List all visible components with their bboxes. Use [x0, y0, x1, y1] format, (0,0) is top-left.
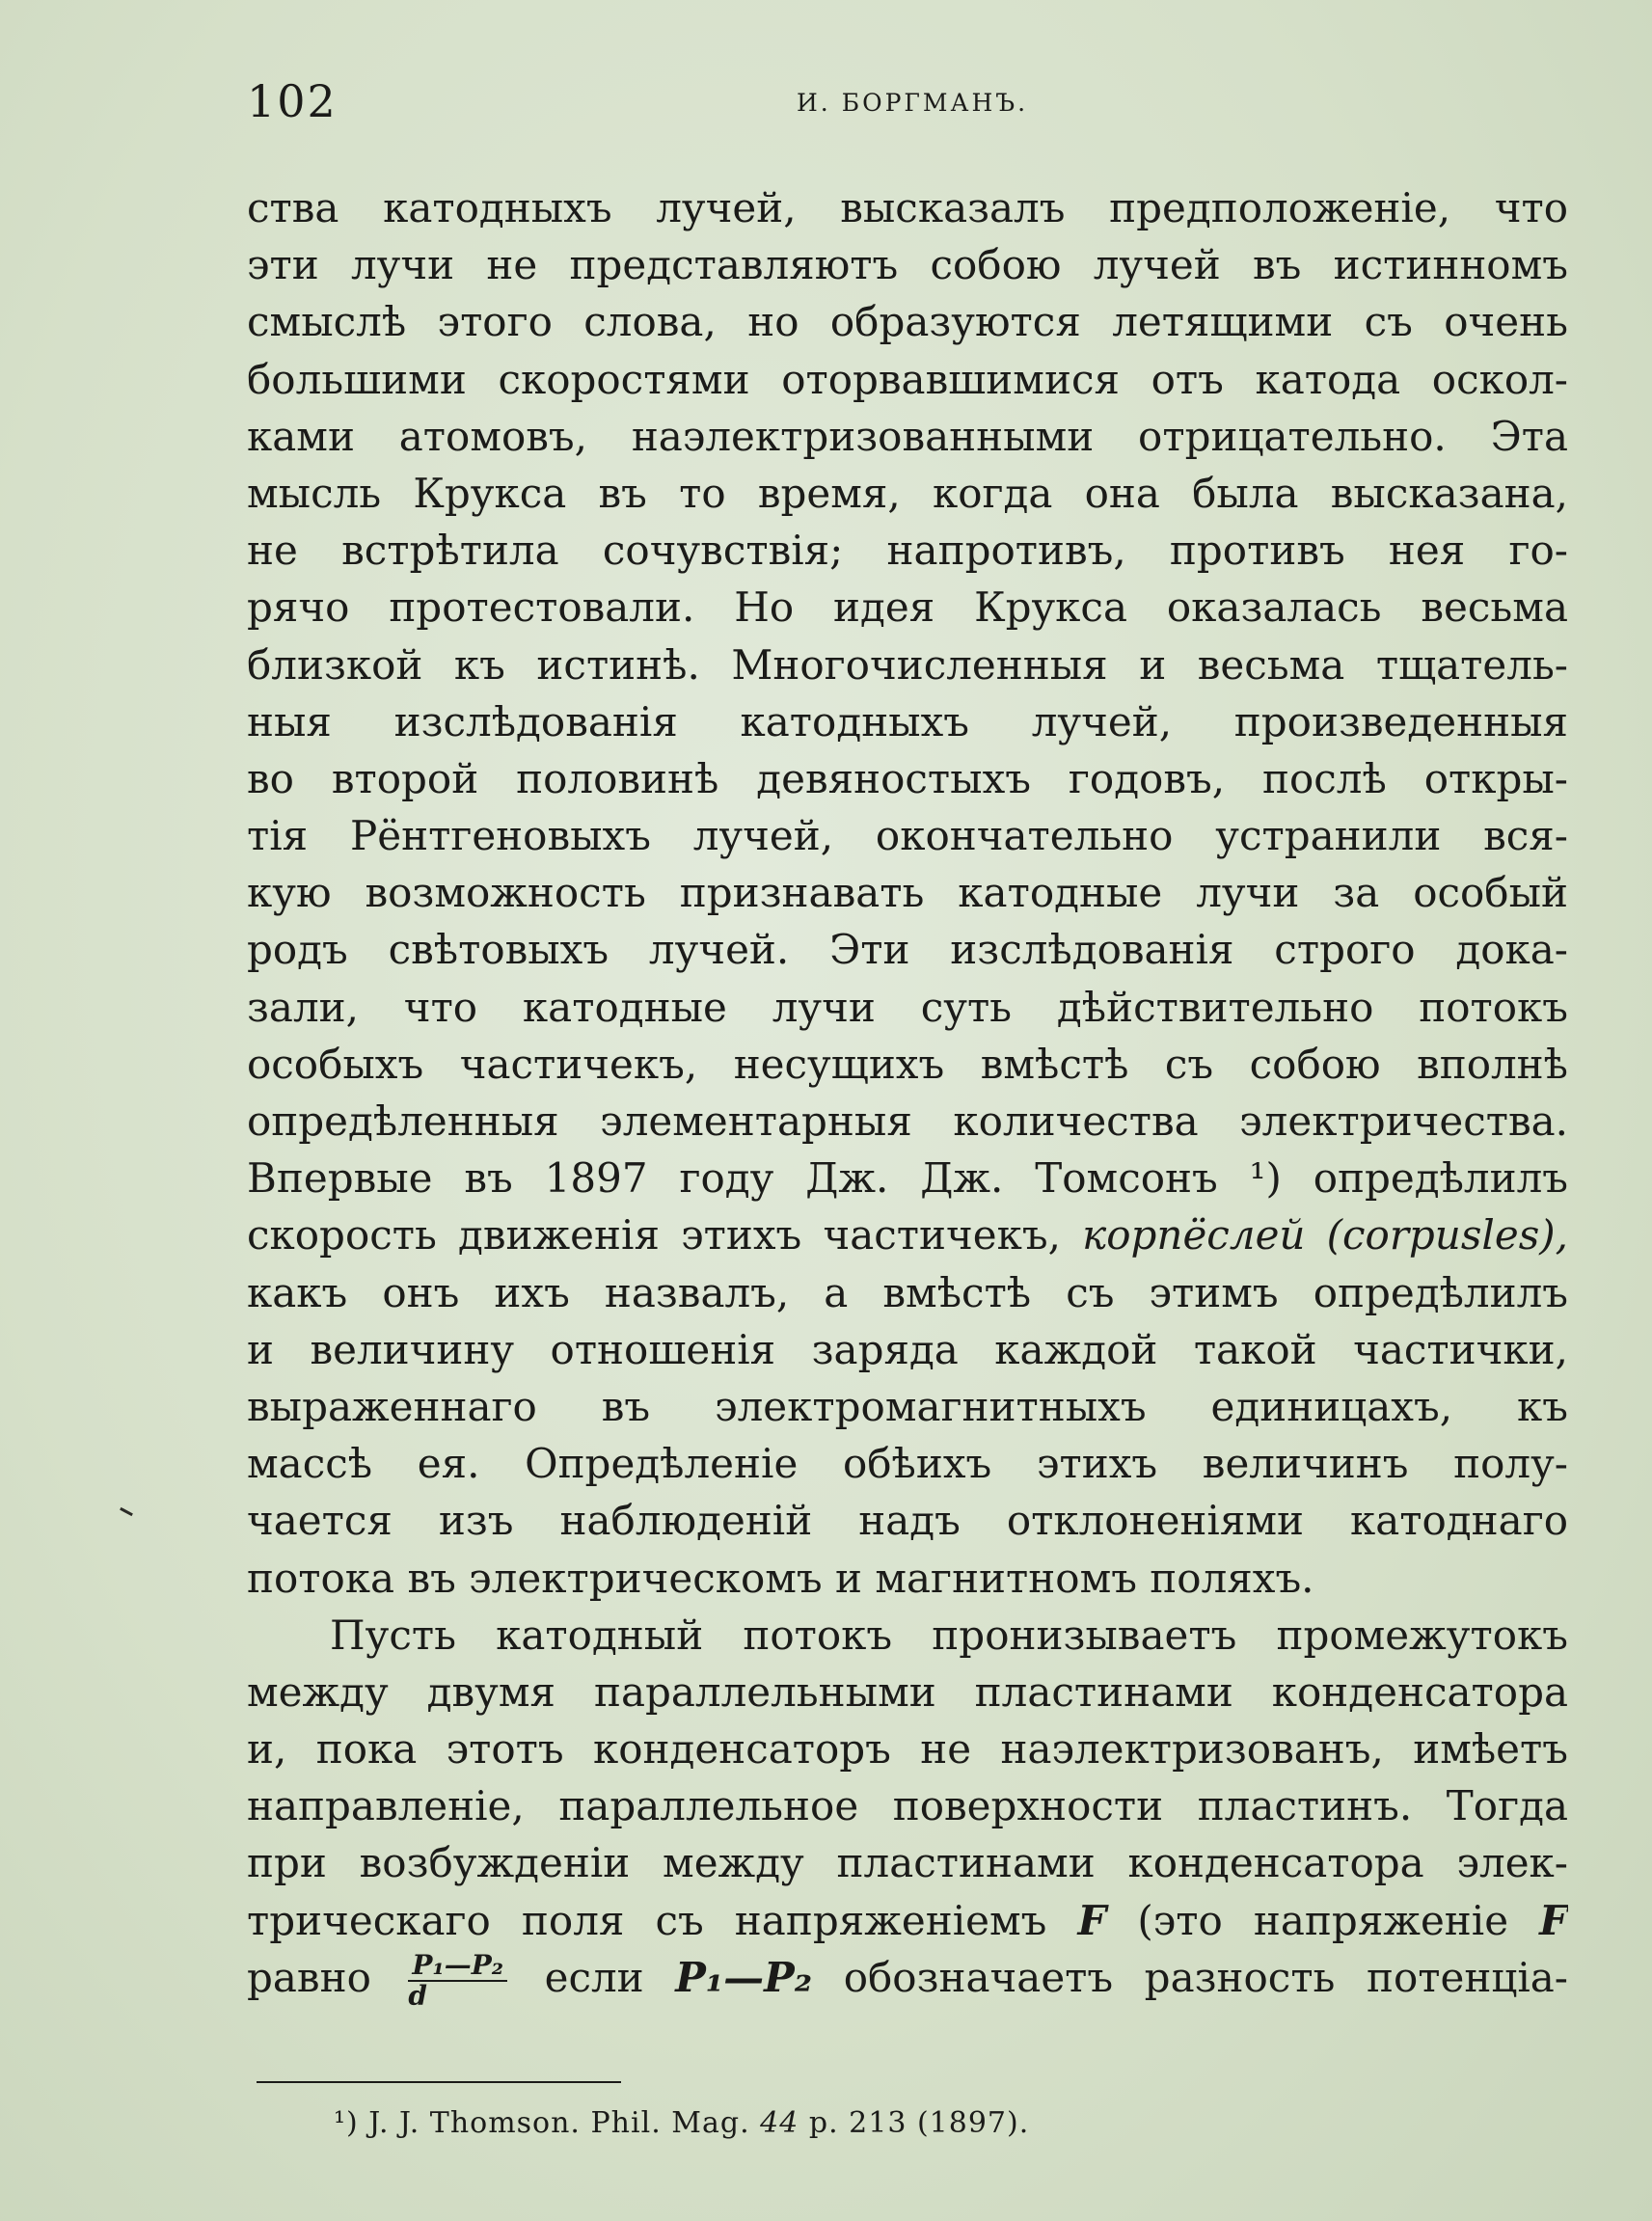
- text-line: большими скоростями оторвавшимися отъ катода оскол-: [247, 355, 1568, 403]
- text-line: ства катодныхъ лучей, высказалъ предположенiе, что: [247, 184, 1568, 231]
- running-head: И. БОРГМАНЪ.: [797, 89, 1029, 117]
- footnote-divider: [257, 2081, 621, 2083]
- footnote-volume: 44: [760, 2106, 799, 2140]
- text-line: кую возможность признавать катодные лучи за особый: [247, 869, 1568, 917]
- line-text: равно: [247, 1953, 403, 2001]
- line-text: обозначаетъ разность потенцiа-: [812, 1953, 1568, 2001]
- text-line: потока въ электрическомъ и магнитномъ поляхъ.: [247, 1554, 1314, 1602]
- text-line: зали, что катодные лучи суть дѣйствительно потокъ: [247, 983, 1568, 1031]
- text-line: смыслѣ этого слова, но образуются летящими съ очень: [247, 298, 1568, 346]
- text-line: тiя Рёнтгеновыхъ лучей, окончательно устранили вся-: [247, 812, 1568, 860]
- text-line: и, пока этотъ конденсаторъ не наэлектризованъ, имѣетъ: [247, 1725, 1568, 1774]
- text-line: родъ свѣтовыхъ лучей. Эти изслѣдованiя строго дока-: [247, 926, 1568, 974]
- text-line: между двумя параллельными пластинами конденсатора: [247, 1667, 1568, 1716]
- paragraph-first-line: Пусть катодный потокъ пронизываетъ промежутокъ: [330, 1611, 1568, 1659]
- footnote-text: J. J. Thomson. Phil. Mag.: [358, 2106, 761, 2140]
- text-line: какъ онъ ихъ назвалъ, а вмѣстѣ съ этимъ опредѣлилъ: [247, 1268, 1568, 1316]
- footnote-rest: p. 213 (1897).: [799, 2106, 1030, 2140]
- text-line: и величину отношенiя заряда каждой такой частички,: [247, 1325, 1568, 1373]
- text-line: при возбужденiи между пластинами конденсатора элек-: [247, 1839, 1568, 1887]
- footnote-marker: ¹): [334, 2106, 359, 2140]
- text-line: особыхъ частичекъ, несущихъ вмѣстѣ съ собою вполнѣ: [247, 1040, 1568, 1088]
- text-line: направленiе, параллельное поверхности пластинъ. Тогда: [247, 1782, 1568, 1830]
- line-text: если: [513, 1953, 676, 2001]
- text-line: рячо протестовали. Но идея Крукса оказалась весьма: [247, 583, 1568, 632]
- text-line-with-term: [247, 1206, 1568, 1263]
- fraction-denominator: d: [408, 1979, 427, 2006]
- text-line-with-fraction: [247, 1949, 1568, 2006]
- page-number: 102: [247, 75, 338, 127]
- fraction: [408, 1948, 507, 2006]
- text-line: не встрѣтила сочувствiя; напротивъ, противъ нея го-: [247, 527, 1568, 575]
- fraction-numerator: P₁—P₂: [408, 1951, 507, 1982]
- text-line: массѣ ея. Опредѣленiе обѣихъ этихъ величинъ полу-: [247, 1440, 1568, 1488]
- footnote: [334, 2106, 1029, 2140]
- text-line: Впервые въ 1897 году Дж. Дж. Томсонъ ¹) опредѣлилъ: [247, 1154, 1568, 1203]
- text-line: ками атомовъ, наэлектризованными отрицательно. Эта: [247, 412, 1568, 460]
- text-line: во второй половинѣ девяностыхъ годовъ, послѣ откры-: [247, 754, 1568, 802]
- text-line: чается изъ наблюденiй надъ отклоненiями катоднаго: [247, 1497, 1568, 1545]
- line-text: трическаго поля съ напряженiемъ: [247, 1896, 1078, 1944]
- text-line: мысль Крукса въ то время, когда она была высказана,: [247, 469, 1568, 517]
- math-expression: P₁—P₂: [675, 1953, 813, 2001]
- line-text: (это напряженiе: [1106, 1896, 1540, 1944]
- italic-term: корпёслей (corpusles),: [1082, 1211, 1568, 1259]
- text-line: ныя изслѣдованiя катодныхъ лучей, произведенныя: [247, 697, 1568, 745]
- math-symbol-F: F: [1077, 1896, 1107, 1944]
- text-line: близкой къ истинѣ. Многочисленныя и весьма тщатель-: [247, 640, 1568, 689]
- line-text: скорость движенiя этихъ частичекъ,: [247, 1211, 1083, 1259]
- math-symbol-F: F: [1539, 1896, 1568, 1944]
- text-line-with-math: [247, 1892, 1568, 1949]
- text-line: эти лучи не представляютъ собою лучей въ истинномъ: [247, 241, 1568, 289]
- text-line: опредѣленныя элементарныя количества электричества.: [247, 1097, 1568, 1145]
- body-text: [247, 179, 1568, 2006]
- text-line: выраженнаго въ электромагнитныхъ единицахъ, къ: [247, 1382, 1568, 1430]
- margin-mark: [120, 1507, 133, 1516]
- page-header: [247, 75, 1578, 133]
